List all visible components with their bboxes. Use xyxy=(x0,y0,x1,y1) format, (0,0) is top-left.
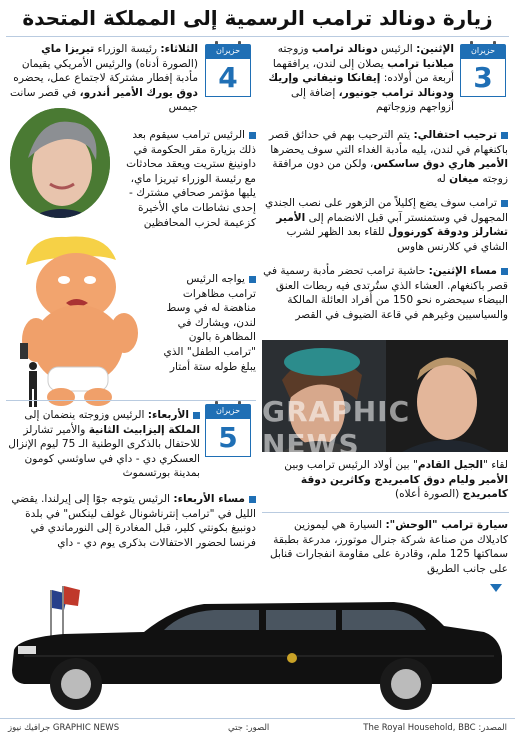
title-divider xyxy=(6,36,509,37)
bullet-icon xyxy=(193,412,200,419)
beast-car-text: سيارة ترامب "الوحش": السيارة هي ليموزين كاديلاك من صناعة شركة جنرال موتورز، مدرعة بطبقة سماكتها 125 ملم، وقادرة على مقاومة انفجارات قنابل على جانب الطريق xyxy=(269,519,508,575)
wreath-laying-text: ترامب سوف يضع إكليلاً من الزهور على نصب الجندي المجهول في وستمنستر آبي قبل الانضمام إلى الأمير تشارلز ودوقة كورنوول للقاء بعد الظهر لشرب الشاي في كلارنس هاوس xyxy=(264,197,508,253)
bullet-icon xyxy=(501,268,508,275)
footer-bar xyxy=(0,718,515,739)
limousine-illustration xyxy=(4,580,509,714)
calendar-day-4 xyxy=(205,44,251,96)
monday-arrival-text: الإثنين: الرئيس دونالد ترامب وزوجته ميلانيا ترامب يصلان إلى لندن، يرافقهما أربعة من أولاده: إيفانكا وتيفاني وإريك ودونالد ترامب جونيور، إضافة إلى أزواجهم وزوجاتهم xyxy=(268,43,454,114)
theresa-may-portrait xyxy=(10,108,110,218)
bullet-icon xyxy=(249,276,256,283)
ceremonial-welcome-text: ترحيب احتفالي: يتم الترحيب بهم في حدائق قصر باكنغهام في لندن، يليه مأدبة الغداء التي سوف يحضرها الأمير هاري دوق ساسكس، ولكن من دون مرافقة زوجته ميغان له xyxy=(268,129,508,185)
protests-text: يواجه الرئيس ترامب مظاهرات مناهضة له في وسط لندن، ويشارك في المظاهرة بالون "ترامب الطفل" الذي يبلغ طوله ستة أمتار xyxy=(163,273,256,373)
calendar-month: حزيران xyxy=(460,44,506,58)
calendar-day: 3 xyxy=(460,58,506,97)
beast-limousine xyxy=(4,580,509,714)
graphic-news-credit: جرافيك نيوز GRAPHIC NEWS xyxy=(8,723,120,733)
next-generation-caption: لقاء "الجيل القادم" بين أولاد الرئيس ترامب وبين الأمير وليام دوق كامبريدج وكاثرين دوقة كامبريدج (الصورة أعلاه) xyxy=(284,459,508,501)
source-credit: المصدر: The Royal Household, BBC xyxy=(363,723,507,733)
calendar-day-5 xyxy=(205,404,251,456)
calendar-day: 4 xyxy=(205,58,251,97)
bullet-icon xyxy=(501,200,508,207)
page-title: زيارة دونالد ترامب الرسمية إلى المملكة المتحدة xyxy=(22,6,493,30)
calendar-month: حزيران xyxy=(205,404,251,418)
calendar-day-3 xyxy=(460,44,506,96)
calendar-month: حزيران xyxy=(205,44,251,58)
graphic-news-watermark: GRAPHIC NEWS xyxy=(262,395,411,461)
bullet-icon xyxy=(249,496,256,503)
wednesday-evening-text: مساء الأربعاء: الرئيس يتوجه جوًا إلى إيرلندا. يقضي الليل في "ترامب إنترناشونال غولف لينكس" في بلدة دونبيغ بكونتي كلير، قبل المغادرة إلى النورماندي في فرنسا لحضور الاحتفالات بذكرى يوم دي - داي xyxy=(11,493,256,549)
downing-street-text: الرئيس ترامب سيقوم بعد ذلك بزيارة مقر الحكومة في داونينغ ستريت ويعقد محادثات مع رئيسة الوزراء تيريزا ماي، يليها مؤتمر صحافي مشترك - إحدى نشاطات ماي الأخيرة كزعيمة لحزب المحافظين xyxy=(126,129,256,229)
state-banquet-text: مساء الإثنين: حاشية ترامب تحضر مأدبة رسمية في قصر باكنغهام. العشاء الذي ستُرتدى فيه ربطات العنق البيضاء سيحضره نحو 150 من أفراد العائلة المالكة والسياسيين وغيرهم في قاعة الضيوف في القصر xyxy=(263,265,508,321)
tuesday-breakfast-text: الثلاثاء: رئيسة الوزراء تيريزا ماي (الصورة أدناه) والرئيس الأمريكي يقيمان مأدبة إفطار مشتركة لاجتماع عمل، يحضره دوق يورك الأمير أندرو، في قصر سانت جيمس xyxy=(10,43,198,114)
bullet-icon xyxy=(249,132,256,139)
wednesday-dday-text: الأربعاء: الرئيس وزوجته ينضمان إلى الملكة إليزابيث الثانية والأمير تشارلز للاحتفال بالذكرى الوطنية الـ 75 ليوم الإنزال العسكري دي - داي في ساوثسي كومون بمدينة بورتسموث xyxy=(8,409,200,480)
bullet-icon xyxy=(501,132,508,139)
photo-credit: الصور: جتي xyxy=(228,723,270,733)
theresa-may-illustration xyxy=(10,108,110,218)
mid-divider xyxy=(6,400,256,401)
caption-divider xyxy=(262,512,509,513)
calendar-day: 5 xyxy=(205,418,251,457)
person-silhouette-icon xyxy=(26,362,40,408)
